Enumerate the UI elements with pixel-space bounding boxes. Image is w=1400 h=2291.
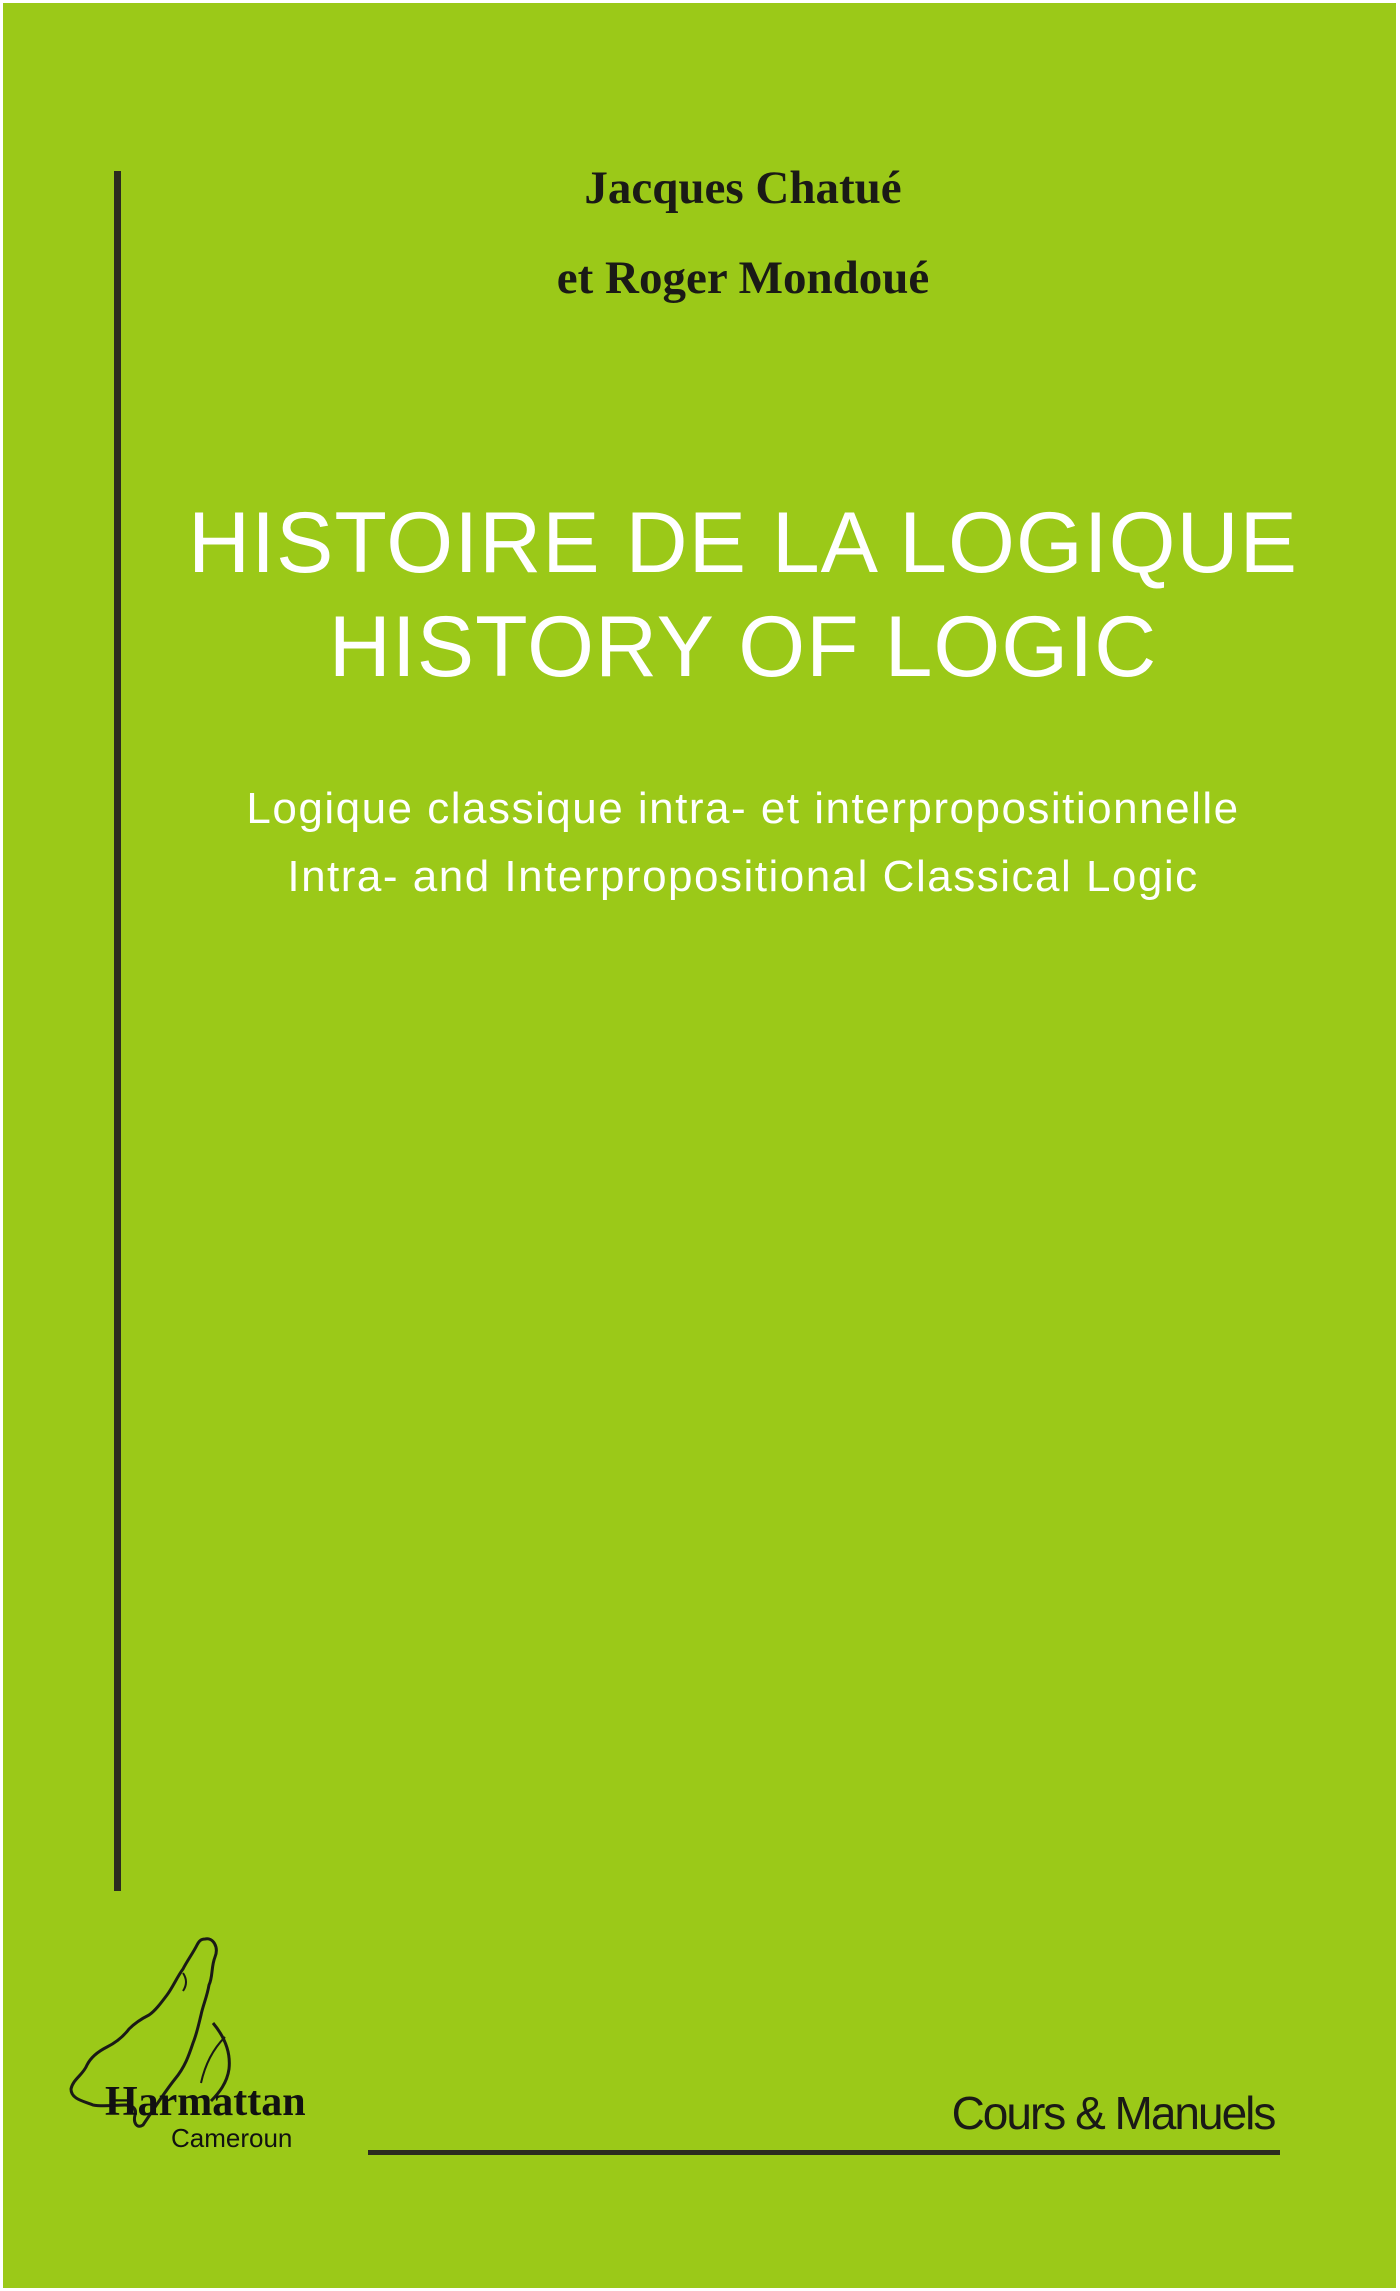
publisher-logo [63,1933,333,2153]
author-line-2: et Roger Mondoué [556,252,930,304]
vertical-rule [114,171,121,1891]
bottom-rule [368,2150,1280,2155]
publisher-country: Cameroun [171,2123,293,2153]
subtitle-french: Logique classique intra- et interpropositionnelle [246,784,1240,833]
book-subtitle [123,775,1363,911]
book-title [123,491,1363,699]
authors [363,143,1123,323]
title-french: HISTOIRE DE LA LOGIQUE [187,495,1299,591]
subtitle-english: Intra- and Interpropositional Classical Logic [287,852,1199,901]
author-line-1: Jacques Chatué [584,162,902,214]
publisher-name: Harmattan [105,2079,306,2125]
collection-name: Cours & Manuels [951,2087,1275,2139]
title-english: HISTORY OF LOGIC [328,599,1158,695]
book-cover [3,3,1396,2288]
